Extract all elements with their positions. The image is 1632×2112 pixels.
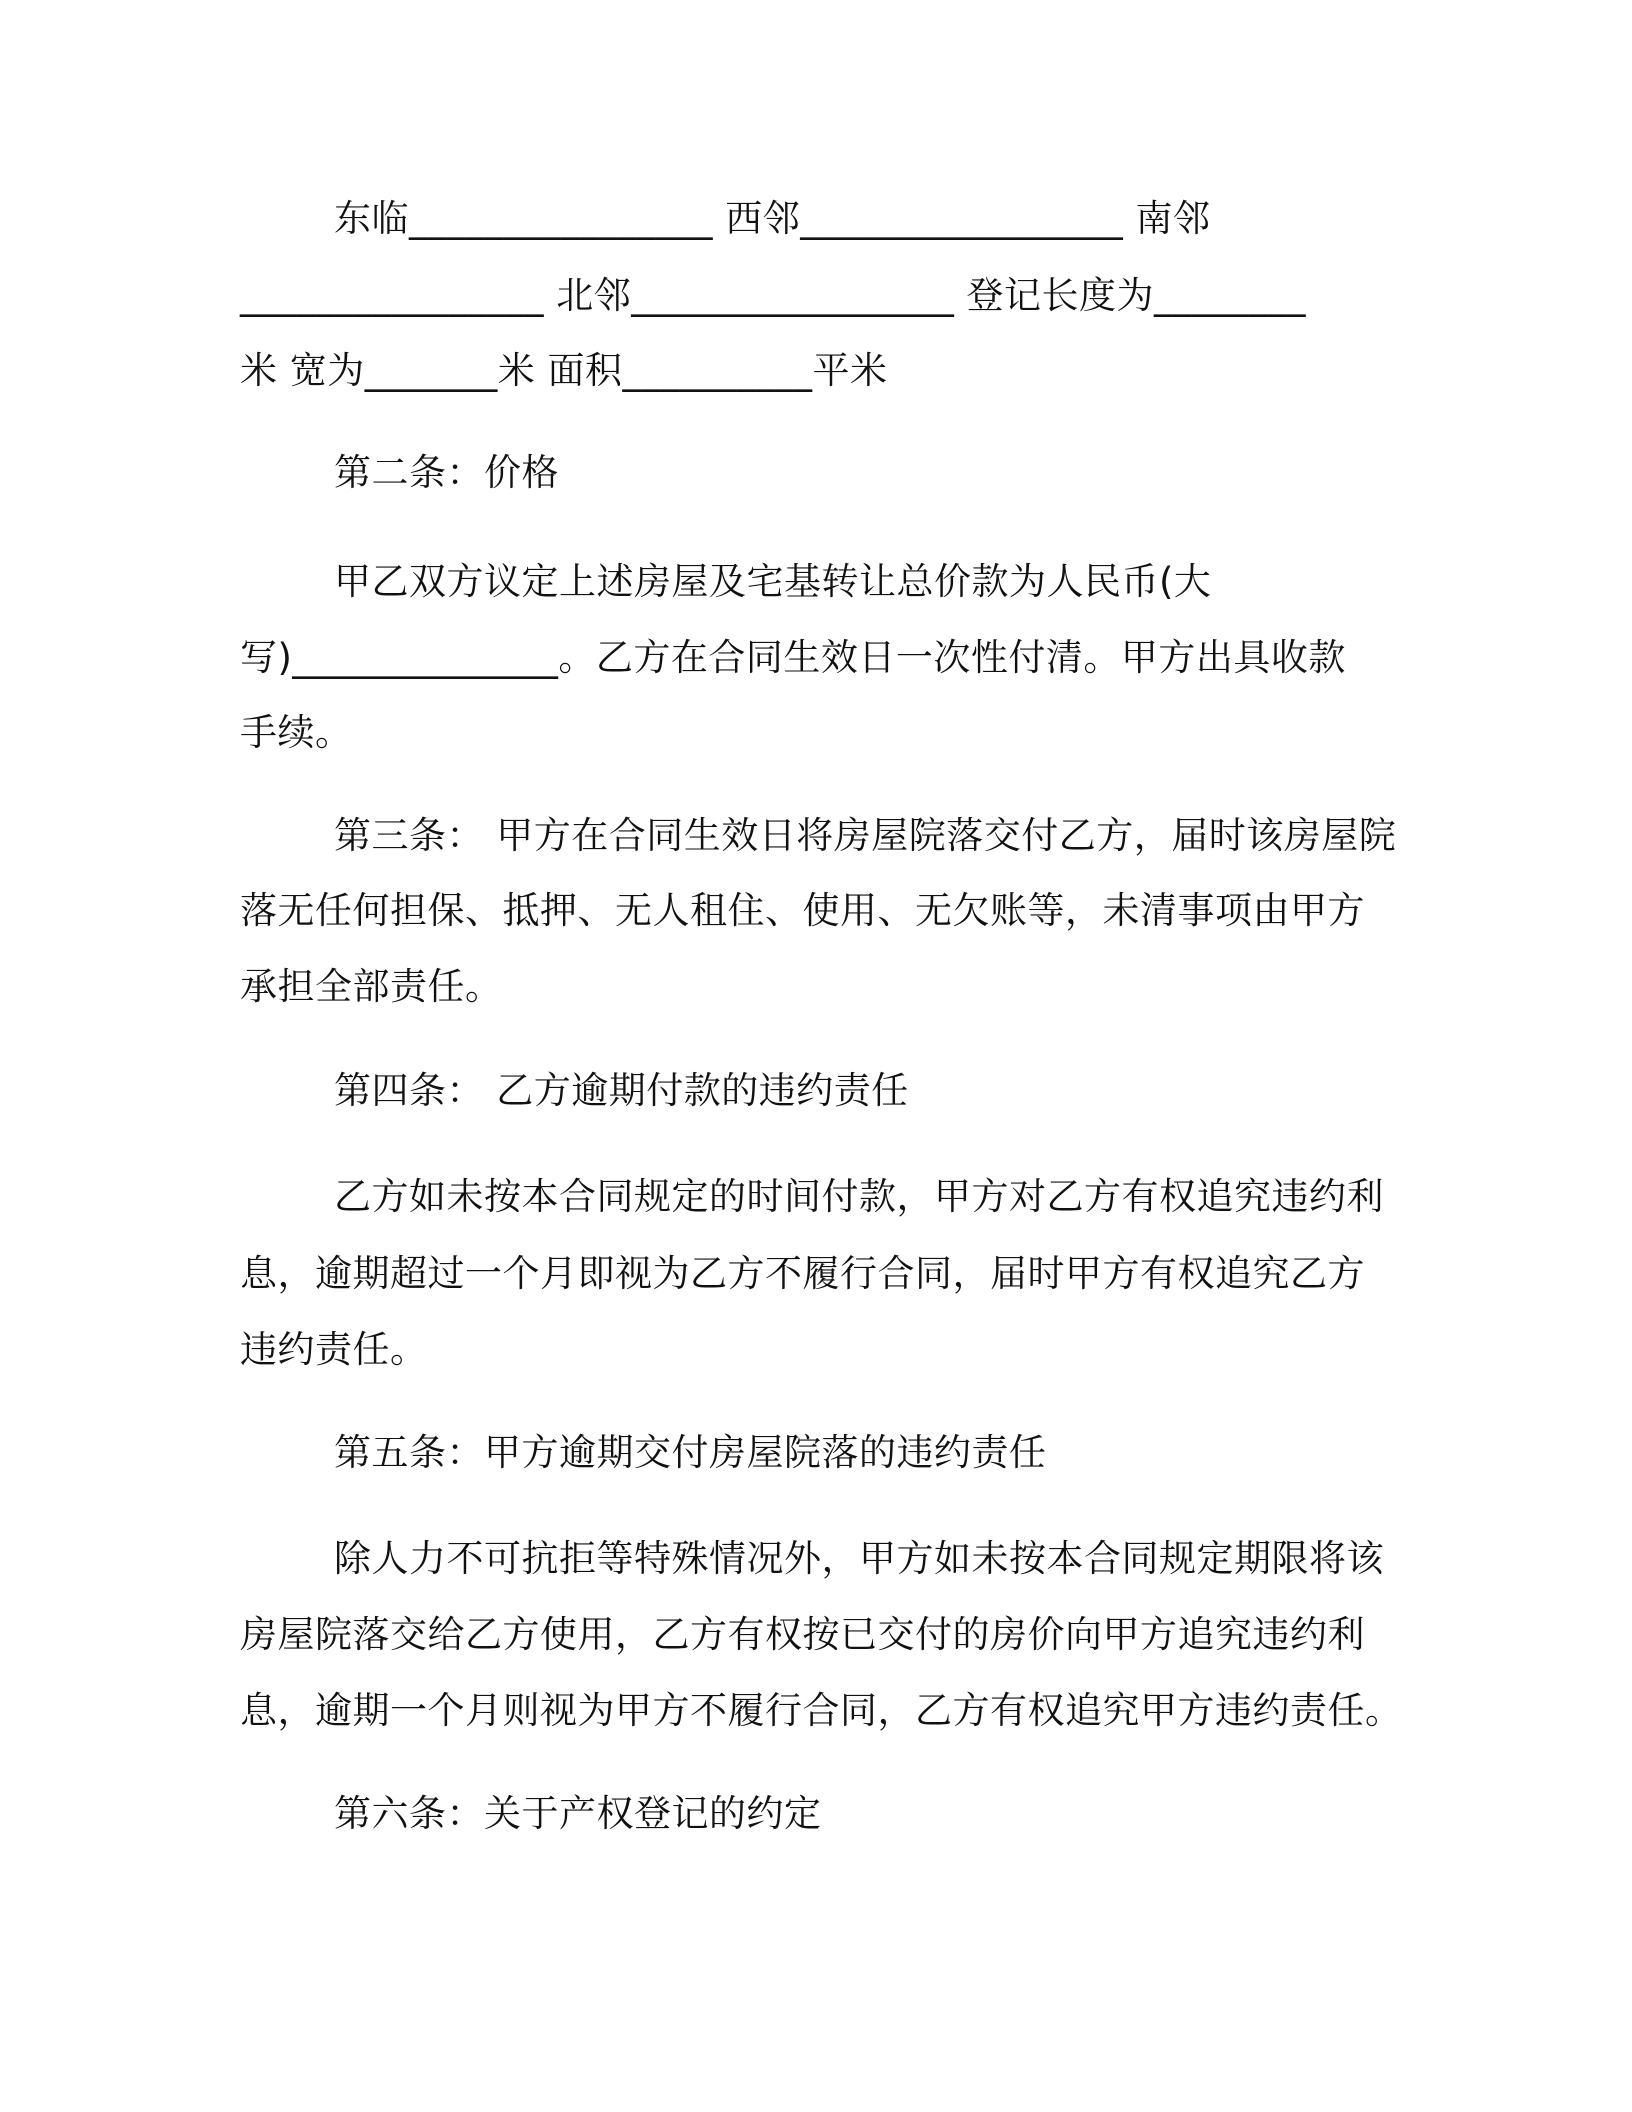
article-5-text-3: 息，逾期一个月则视为甲方不履行合同，乙方有权追究甲方违约责任。 <box>240 1689 1403 1732</box>
dimensions-line: 米 宽为_______米 面积__________平米 <box>240 349 888 392</box>
article-6-heading: 第六条：关于产权登记的约定 <box>334 1792 822 1835</box>
article-4-text-3: 违约责任。 <box>240 1328 428 1371</box>
boundary-line-1: 东临________________ 西邻_________________ 南邻 <box>334 197 1211 240</box>
boundary-line-2: ________________ 北邻_________________ 登记长度为________ <box>240 274 1307 317</box>
article-2-heading: 第二条：价格 <box>334 451 559 494</box>
article-2-text-3: 手续。 <box>240 711 353 754</box>
article-4-heading: 第四条： 乙方逾期付款的违约责任 <box>334 1069 909 1112</box>
article-3-text-3: 承担全部责任。 <box>240 965 503 1008</box>
article-5-text-1: 除人力不可抗拒等特殊情况外，甲方如未按本合同规定期限将该 <box>334 1537 1384 1580</box>
article-2-text-1: 甲乙双方议定上述房屋及宅基转让总价款为人民币(大 <box>334 560 1212 603</box>
article-5-heading: 第五条：甲方逾期交付房屋院落的违约责任 <box>334 1431 1047 1474</box>
article-3-text-2: 落无任何担保、抵押、无人租住、使用、无欠账等，未清事项由甲方 <box>240 889 1365 932</box>
article-3-text-1: 第三条： 甲方在合同生效日将房屋院落交付乙方，届时该房屋院 <box>334 814 1397 857</box>
article-4-text-1: 乙方如未按本合同规定的时间付款，甲方对乙方有权追究违约利 <box>334 1175 1384 1218</box>
article-5-text-2: 房屋院落交给乙方使用，乙方有权按已交付的房价向甲方追究违约利 <box>240 1613 1365 1656</box>
article-4-text-2: 息，逾期超过一个月即视为乙方不履行合同，届时甲方有权追究乙方 <box>240 1252 1365 1295</box>
article-2-text-2: 写)______________。乙方在合同生效日一次性付清。甲方出具收款 <box>240 636 1346 679</box>
